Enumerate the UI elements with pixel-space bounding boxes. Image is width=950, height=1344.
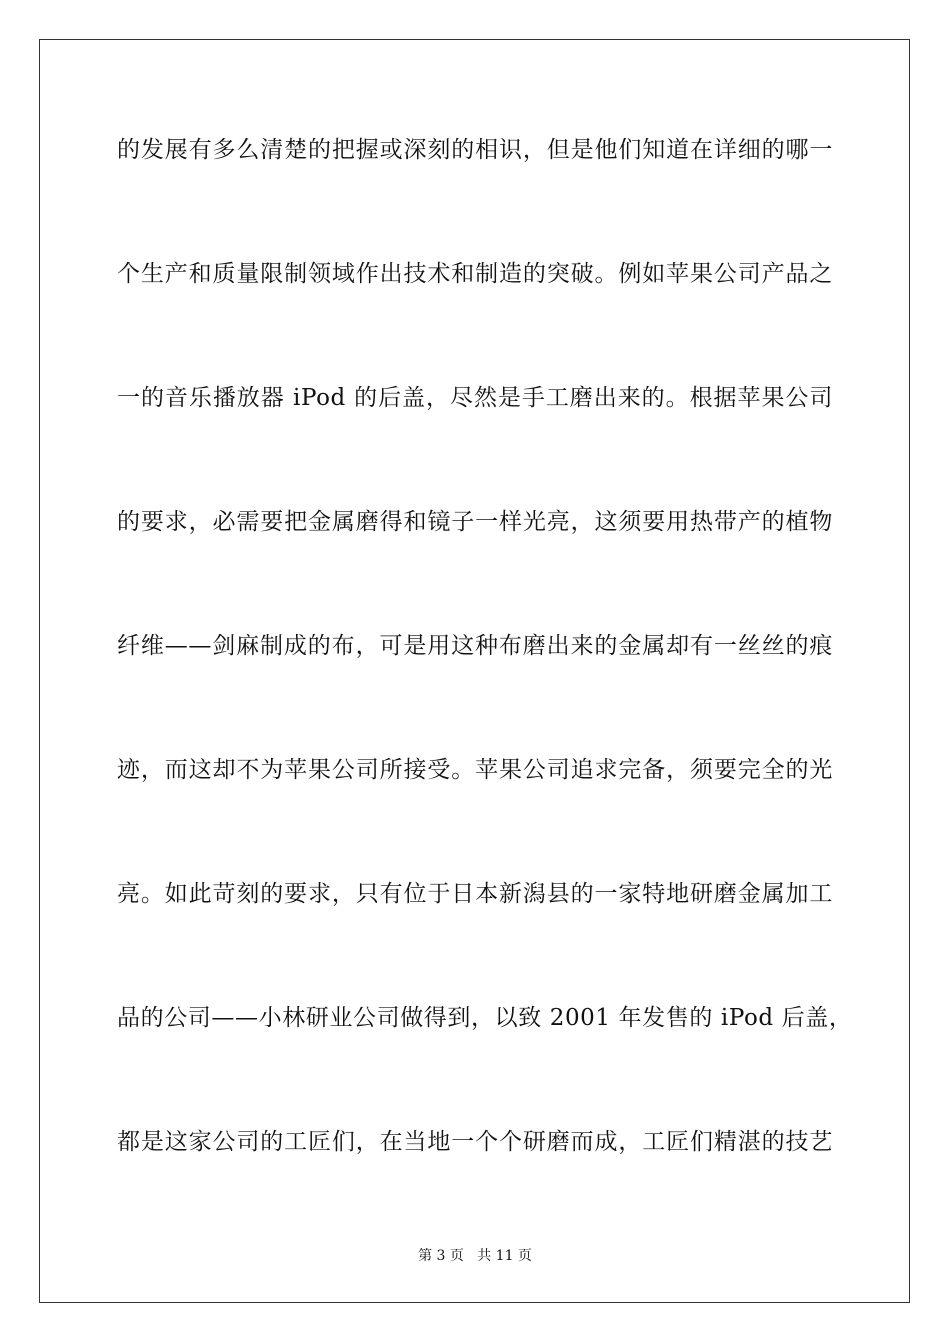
text-line: 一的音乐播放器 iPod 的后盖，尽然是手工磨出来的。根据苹果公司 (117, 385, 833, 411)
text-line: 品的公司——小林研业公司做得到，以致 2001 年发售的 iPod 后盖， (117, 1005, 853, 1031)
page-number: 第 3 页 共 11 页 (418, 1248, 532, 1264)
text-line: 的发展有多么清楚的把握或深刻的相识，但是他们知道在详细的哪一 (117, 137, 833, 163)
page-border (39, 39, 910, 1303)
text-line: 都是这家公司的工匠们，在当地一个个研磨而成，工匠们精湛的技艺 (117, 1129, 833, 1155)
text-line: 的要求，必需要把金属磨得和镜子一样光亮，这须要用热带产的植物 (117, 509, 833, 535)
text-line: 个生产和质量限制领域作出技术和制造的突破。例如苹果公司产品之 (117, 261, 833, 287)
text-line: 亮。如此苛刻的要求，只有位于日本新潟县的一家特地研磨金属加工 (117, 881, 833, 907)
text-line: 迹，而这却不为苹果公司所接受。苹果公司追求完备，须要完全的光 (117, 757, 833, 783)
text-line: 纤维——剑麻制成的布，可是用这种布磨出来的金属却有一丝丝的痕 (117, 633, 833, 659)
